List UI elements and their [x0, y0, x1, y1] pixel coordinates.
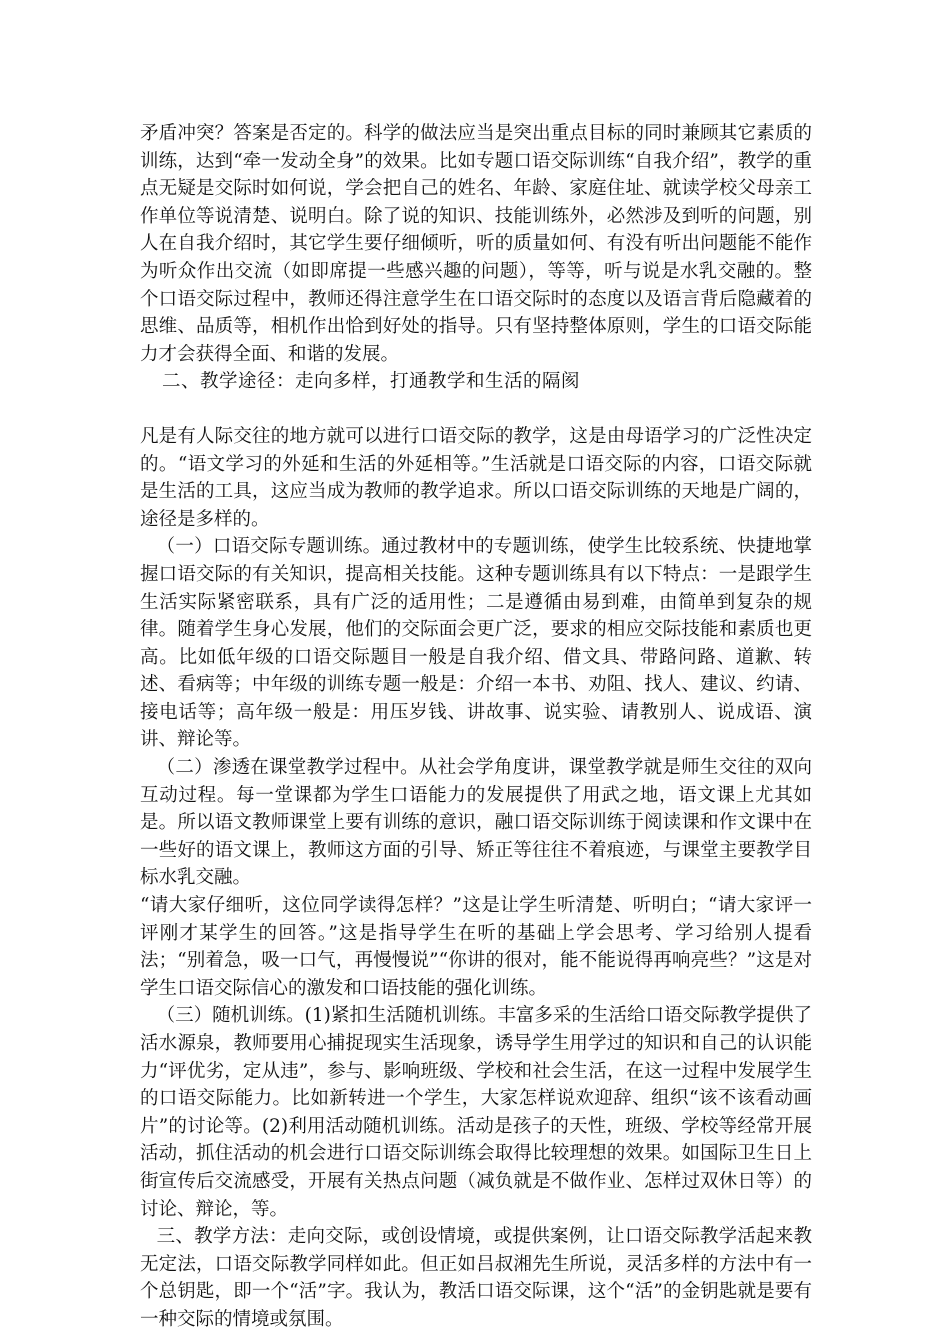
paragraph-approach-intro: 凡是有人际交往的地方就可以进行口语交际的教学，这是由母语学习的广泛性决定的。“语文学习的外延和生活的外延相等。”生活就是口语交际的内容，口语交际就是生活的工具，这应当成为教师的教学追求。所以口语交际训练的天地是广阔的，途径是多样的。 [140, 425, 812, 530]
paragraph-whole-principle: 矛盾冲突？答案是否定的。科学的做法应当是突出重点目标的同时兼顾其它素质的训练，达到“牵一发动全身”的效果。比如专题口语交际训练“自我介绍”，教学的重点无疑是交际时如何说，学会把自己的姓名、年龄、家庭住址、就读学校父母亲工作单位等说清楚、说明白。除了说的知识、技能训练外，必然涉及到听的问题，别人在自我介绍时，其它学生要仔细倾听，听的质量如何、有没有听出问题能不能作为听众作出交流（如即席提一些感兴趣的问题），等等，听与说是水乳交融的。整个口语交际过程中，教师还得注意学生在口语交际时的态度以及语言背后隐藏着的思维、品质等，相机作出恰到好处的指导。只有坚持整体原则，学生的口语交际能力才会获得全面、和谐的发展。 [140, 123, 812, 365]
paragraph-topic-training: （一）口语交际专题训练。通过教材中的专题训练，使学生比较系统、快捷地掌握口语交际的有关知识，提高相关技能。这种专题训练具有以下特点：一是跟学生生活实际紧密联系，具有广泛的适用性；二是遵循由易到难，由简单到复杂的规律。随着学生身心发展，他们的交际面会更广泛，要求的相应交际技能和素质也更高。比如低年级的口语交际题目一般是自我介绍、借文具、带路问路、道歉、转述、看病等；中年级的训练专题一般是：介绍一本书、劝阻、找人、建议、约请、接电话等；高年级一般是：用压岁钱、讲故事、说实验、请教别人、说成语、演讲、辩论等。 [140, 536, 812, 751]
paragraph-teaching-method: 三、教学方法：走向交际，或创设情境，或提供案例，让口语交际教学活起来教无定法，口语交际教学同样如此。但正如吕叔湘先生所说，灵活多样的方法中有一个总钥匙，即一个“活”字。我认为，教活口语交际课，这个“活”的金钥匙就是要有一种交际的情境或氛围。 [140, 1226, 812, 1330]
paragraph-random-training: （三）随机训练。(1)紧扣生活随机训练。丰富多采的生活给口语交际教学提供了活水源泉，教师要用心捕捉现实生活现象，诱导学生用学过的知识和自己的认识能力“评优劣，定从违”，参与、影响班级、学校和社会生活，在这一过程中发展学生的口语交际能力。比如新转进一个学生，大家怎样说欢迎辞、组织“该不该看动画片”的讨论等。(2)利用活动随机训练。活动是孩子的天性，班级、学校等经常开展活动，抓住活动的机会进行口语交际训练会取得比较理想的效果。如国际卫生日上街宣传后交流感受，开展有关热点问题（减负就是不做作业、怎样过双休日等）的讨论、辩论，等。 [140, 1005, 812, 1220]
document-body [140, 120, 812, 1334]
paragraph-classroom-examples: “请大家仔细听，这位同学读得怎样？”这是让学生听清楚、听明白；“请大家评一评刚才某学生的回答。”这是指导学生在听的基础上学会思考、学习给别人提看法；“别着急，吸一口气，再慢慢说”“你讲的很对，能不能说得再响亮些？”这是对学生口语交际信心的激发和口语技能的强化训练。 [140, 895, 812, 999]
paragraph-classroom-integration: （二）渗透在课堂教学过程中。从社会学角度讲，课堂教学就是师生交往的双向互动过程。每一堂课都为学生口语能力的发展提供了用武之地，语文课上尤其如是。所以语文教师课堂上要有训练的意识，融口语交际训练于阅读课和作文课中在一些好的语文课上，教师这方面的引导、矫正等往往不着痕迹，与课堂主要教学目标水乳交融。 [140, 757, 812, 889]
section-heading-teaching-approach: 二、教学途径：走向多样，打通教学和生活的隔阂 [162, 371, 581, 393]
blank-line [140, 396, 812, 423]
